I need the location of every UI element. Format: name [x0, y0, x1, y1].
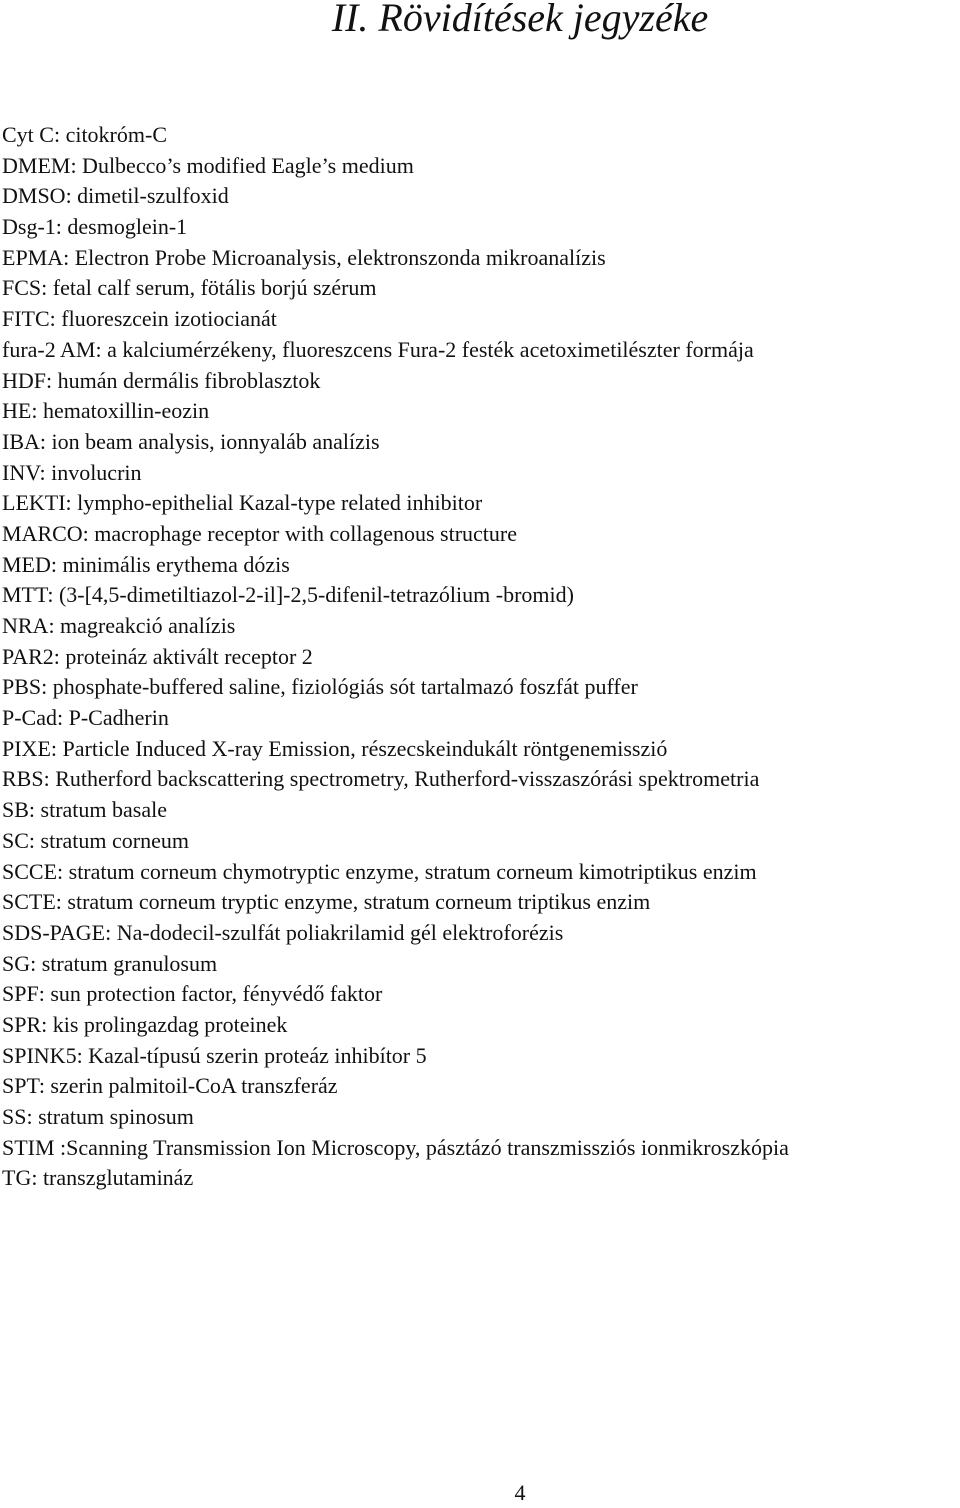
- list-item: INV: involucrin: [2, 459, 142, 485]
- list-item: SPT: szerin palmitoil-CoA transzferáz: [2, 1073, 338, 1099]
- list-item: fura-2 AM: a kalciumérzékeny, fluoreszcens Fura-2 festék acetoximetilészter formája: [2, 336, 754, 362]
- list-item: SS: stratum spinosum: [2, 1104, 194, 1129]
- list-item: SCCE: stratum corneum chymotryptic enzyme, stratum corneum kimotriptikus enzim: [2, 858, 757, 884]
- list-item: HDF: humán dermális fibroblasztok: [2, 367, 321, 393]
- page-title: II. Rövidítések jegyzéke: [331, 0, 709, 40]
- list-item: P-Cad: P-Cadherin: [2, 705, 169, 731]
- list-item: PIXE: Particle Induced X-ray Emission, részecskeindukált röntgenemisszió: [2, 735, 668, 761]
- list-item: RBS: Rutherford backscattering spectrometry, Rutherford-visszaszórási spektrometria: [2, 766, 760, 792]
- list-item: PBS: phosphate-buffered saline, fiziológiás sót tartalmazó foszfát puffer: [2, 674, 638, 700]
- list-item: MED: minimális erythema dózis: [2, 551, 290, 577]
- list-item: DMSO: dimetil-szulfoxid: [2, 183, 229, 209]
- list-item: Cyt C: citokróm-C: [2, 122, 167, 147]
- list-item: SG: stratum granulosum: [2, 950, 218, 976]
- list-item: SPF: sun protection factor, fényvédő faktor: [2, 981, 383, 1007]
- list-item: TG: transzglutamináz: [2, 1165, 194, 1191]
- list-item: DMEM: Dulbecco’s modified Eagle’s medium: [2, 152, 414, 178]
- list-item: SDS-PAGE: Na-dodecil-szulfát poliakrilamid gél elektroforézis: [2, 919, 564, 945]
- page-number: 4: [514, 1480, 526, 1505]
- list-item: MTT: (3-[4,5-dimetiltiazol-2-il]-2,5-difenil-tetrazólium -bromid): [2, 582, 574, 608]
- list-item: SCTE: stratum corneum tryptic enzyme, stratum corneum triptikus enzim: [2, 889, 651, 915]
- list-item: NRA: magreakció analízis: [2, 613, 236, 638]
- abbreviation-list: [2, 120, 958, 1194]
- list-item: LEKTI: lympho-epithelial Kazal-type related inhibitor: [2, 490, 483, 516]
- list-item: IBA: ion beam analysis, ionnyaláb analízis: [2, 428, 380, 454]
- list-item: STIM :Scanning Transmission Ion Microscopy, pásztázó transzmissziós ionmikroszkópia: [2, 1134, 789, 1160]
- list-item: SC: stratum corneum: [2, 827, 189, 853]
- list-item: HE: hematoxillin-eozin: [2, 398, 210, 424]
- list-item: EPMA: Electron Probe Microanalysis, elektronszonda mikroanalízis: [2, 244, 606, 270]
- list-item: MARCO: macrophage receptor with collagenous structure: [2, 520, 518, 546]
- list-item: SB: stratum basale: [2, 797, 167, 823]
- list-item: FITC: fluoreszcein izotiocianát: [2, 306, 277, 332]
- list-item: SPR: kis prolingazdag proteinek: [2, 1011, 288, 1037]
- list-item: Dsg-1: desmoglein-1: [2, 214, 188, 240]
- list-item: FCS: fetal calf serum, fötális borjú szérum: [2, 275, 377, 301]
- list-item: SPINK5: Kazal-típusú szerin proteáz inhibítor 5: [2, 1042, 427, 1068]
- list-item: PAR2: proteináz aktivált receptor 2: [2, 643, 313, 669]
